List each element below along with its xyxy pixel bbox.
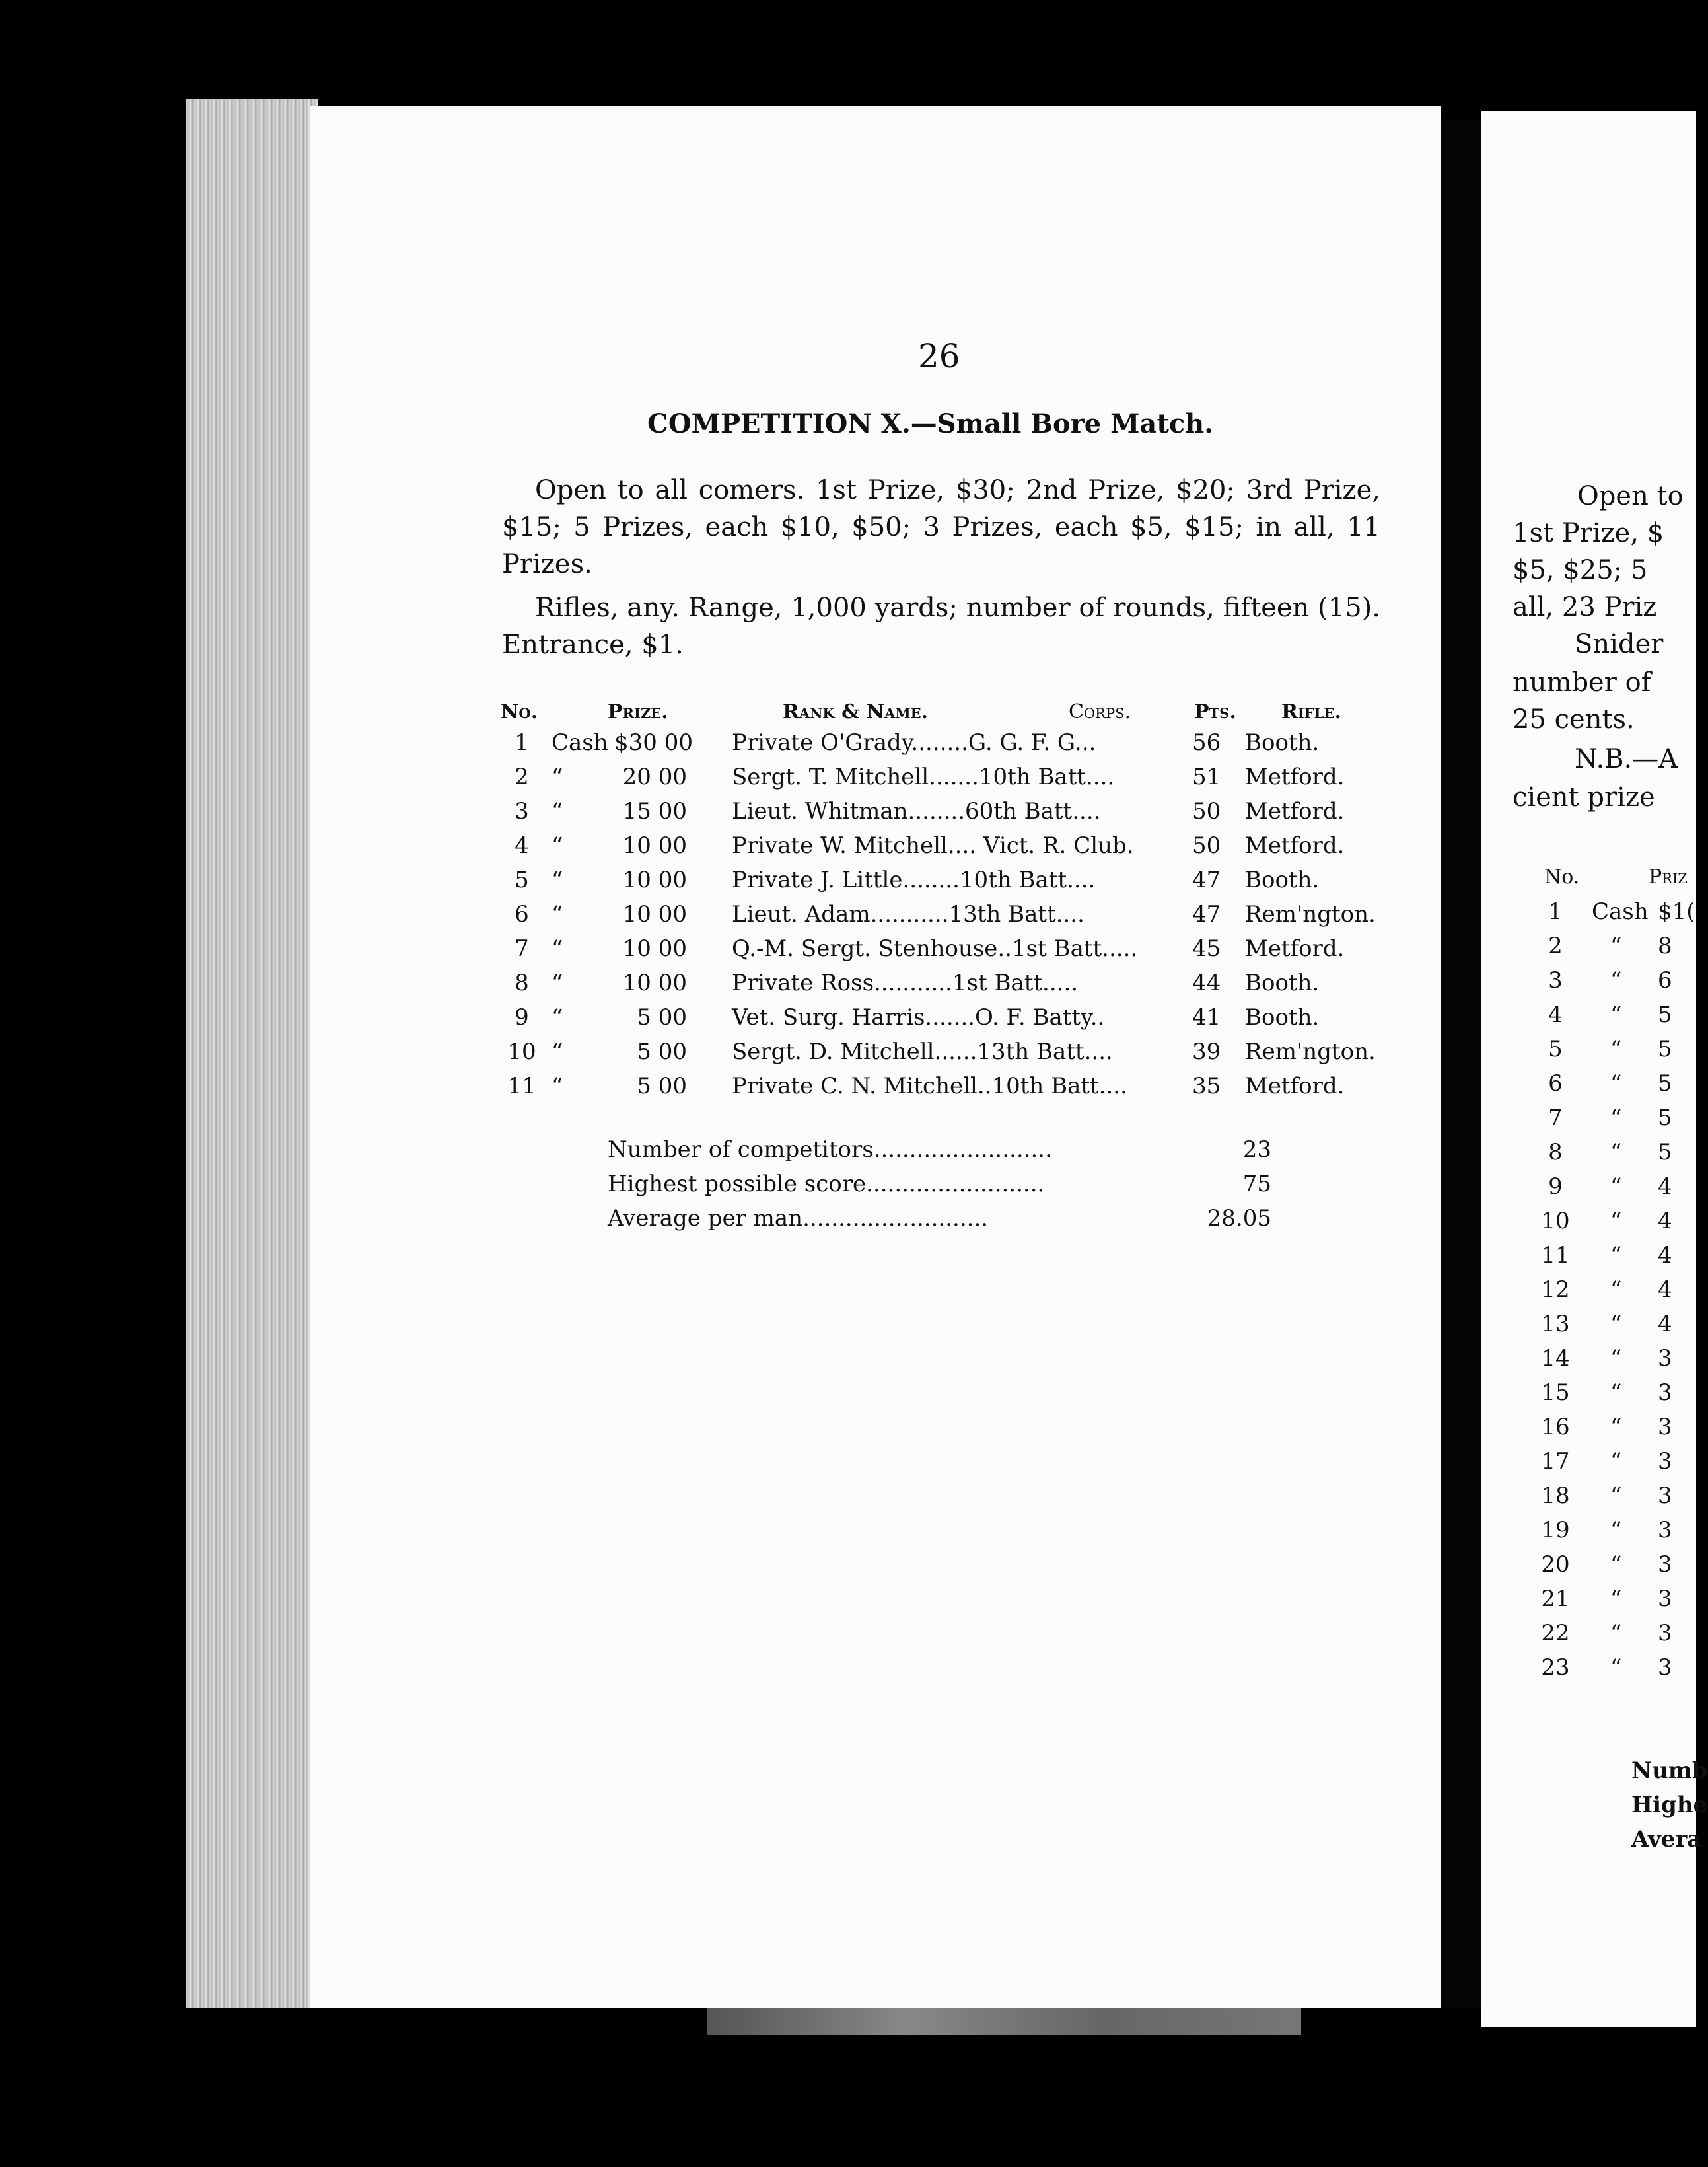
right-row-prize: 3 — [1658, 1620, 1672, 1646]
cell-cash: “ — [552, 1073, 563, 1099]
cell-pts: 47 — [1192, 867, 1221, 893]
header-corps: Corps. — [1069, 700, 1131, 723]
cell-no: 2 — [515, 764, 529, 790]
right-row-no: 21 — [1541, 1586, 1570, 1612]
cell-pts: 45 — [1192, 936, 1221, 962]
right-row-prize: 5 — [1658, 1139, 1672, 1165]
right-row-no: 1 — [1548, 899, 1563, 925]
right-header-prize: Priz — [1649, 865, 1688, 889]
right-page-text-line: Open to — [1577, 481, 1684, 511]
right-row-cash: “ — [1610, 1105, 1622, 1131]
right-row-cash: “ — [1610, 967, 1622, 994]
cell-rifle: Metford. — [1245, 936, 1345, 962]
cell-pts: 41 — [1192, 1004, 1221, 1031]
cell-no: 7 — [515, 936, 529, 962]
cell-prize: 20 00 — [622, 764, 687, 790]
cell-cash: “ — [552, 1039, 563, 1065]
right-row-no: 9 — [1548, 1173, 1563, 1200]
table-row — [502, 729, 1394, 764]
eligibility-paragraph: Open to all comers. 1st Prize, $30; 2nd Prize, $20; 3rd Prize, $15; 5 Prizes, each $10, $50; 3 Prizes, each $5, $15; in all, 11 Prizes. — [502, 475, 1380, 579]
table-row — [502, 1004, 1394, 1039]
right-row-prize: 3 — [1658, 1345, 1672, 1372]
table-row — [502, 798, 1394, 832]
cell-no: 8 — [515, 970, 529, 996]
right-row-prize: 3 — [1658, 1448, 1672, 1475]
right-row-prize: 6 — [1658, 967, 1672, 994]
cell-pts: 50 — [1192, 832, 1221, 859]
right-row-no: 7 — [1548, 1105, 1563, 1131]
cell-prize: 5 00 — [637, 1004, 687, 1031]
cell-pts: 51 — [1192, 764, 1221, 790]
cell-no: 1 — [515, 729, 529, 756]
right-row-cash: “ — [1610, 1448, 1622, 1475]
cell-prize: 5 00 — [637, 1073, 687, 1099]
cell-prize: 10 00 — [622, 970, 687, 996]
right-page-text-line: $5, $25; 5 — [1512, 555, 1648, 585]
right-page-text-line: cient prize — [1512, 782, 1655, 813]
header-pts: Pts. — [1194, 700, 1236, 723]
right-row-prize: 3 — [1658, 1483, 1672, 1509]
right-row-cash: “ — [1610, 1345, 1622, 1372]
cell-pts: 35 — [1192, 1073, 1221, 1099]
cell-rifle: Booth. — [1245, 1004, 1320, 1031]
right-row-no: 18 — [1541, 1483, 1570, 1509]
right-row-prize: 4 — [1658, 1276, 1672, 1303]
page-bottom-edge — [707, 2008, 1301, 2035]
cell-rifle: Metford. — [1245, 1073, 1345, 1099]
right-row-cash: “ — [1610, 1379, 1622, 1406]
cell-rifle: Metford. — [1245, 764, 1345, 790]
right-row-no: 5 — [1548, 1036, 1563, 1062]
right-row-cash: “ — [1610, 1414, 1622, 1440]
right-row-no: 10 — [1541, 1208, 1570, 1234]
cell-rifle: Metford. — [1245, 798, 1345, 825]
right-row-cash: “ — [1610, 1517, 1622, 1543]
right-page-text-line: Snider — [1575, 629, 1664, 659]
right-row-no: 23 — [1541, 1654, 1570, 1681]
right-stat-label: Numb — [1631, 1757, 1708, 1784]
right-row-prize: 4 — [1658, 1208, 1672, 1234]
right-row-no: 11 — [1541, 1242, 1570, 1268]
stat-value-highest-score: 75 — [1242, 1171, 1271, 1197]
cell-prize: 5 00 — [637, 1039, 687, 1065]
right-row-cash: “ — [1610, 1139, 1622, 1165]
table-row — [502, 832, 1394, 867]
page-edge — [186, 99, 318, 2008]
stat-value-competitors: 23 — [1242, 1136, 1271, 1163]
right-row-cash: “ — [1610, 1242, 1622, 1268]
right-row-prize: 3 — [1658, 1517, 1672, 1543]
cell-no: 4 — [515, 832, 529, 859]
cell-cash: “ — [552, 832, 563, 859]
right-row-no: 20 — [1541, 1551, 1570, 1578]
right-row-cash: Cash — [1592, 899, 1649, 925]
right-row-no: 2 — [1548, 933, 1563, 959]
right-row-no: 15 — [1541, 1379, 1570, 1406]
right-row-no: 17 — [1541, 1448, 1570, 1475]
cell-rifle: Rem'ngton. — [1245, 901, 1376, 928]
right-row-cash: “ — [1610, 1036, 1622, 1062]
right-row-cash: “ — [1610, 933, 1622, 959]
right-row-cash: “ — [1610, 1551, 1622, 1578]
cell-rifle: Booth. — [1245, 729, 1320, 756]
cell-name: Lieut. Adam...........13th Batt.... — [732, 901, 1085, 928]
cell-name: Private C. N. Mitchell..10th Batt.... — [732, 1073, 1127, 1099]
header-name: Rank & Name. — [783, 700, 929, 723]
cell-pts: 47 — [1192, 901, 1221, 928]
stat-value-average: 28.05 — [1207, 1205, 1271, 1231]
table-row — [502, 970, 1394, 1004]
cell-cash: Cash — [552, 729, 608, 756]
right-row-prize: 5 — [1658, 1002, 1672, 1028]
right-row-prize: 4 — [1658, 1242, 1672, 1268]
right-page-text-line: N.B.—A — [1575, 744, 1678, 774]
cell-name: Private W. Mitchell.... Vict. R. Club. — [732, 832, 1134, 859]
right-row-prize: 3 — [1658, 1551, 1672, 1578]
right-stat-label: Highe — [1631, 1792, 1708, 1818]
cell-name: Sergt. T. Mitchell.......10th Batt.... — [732, 764, 1115, 790]
header-no: No. — [501, 700, 538, 723]
cell-prize: 10 00 — [622, 832, 687, 859]
cell-prize: $30 00 — [614, 729, 693, 756]
right-row-no: 8 — [1548, 1139, 1563, 1165]
cell-name: Private J. Little........10th Batt.... — [732, 867, 1096, 893]
right-row-no: 3 — [1548, 967, 1563, 994]
cell-name: Private O'Grady........G. G. F. G... — [732, 729, 1096, 756]
cell-no: 6 — [515, 901, 529, 928]
competition-title: COMPETITION X.—Small Bore Match. — [647, 408, 1214, 439]
right-row-cash: “ — [1610, 1311, 1622, 1337]
right-row-no: 4 — [1548, 1002, 1563, 1028]
cell-cash: “ — [552, 867, 563, 893]
right-row-no: 22 — [1541, 1620, 1570, 1646]
rules-paragraph: Rifles, any. Range, 1,000 yards; number of rounds, fifteen (15). Entrance, $1. — [502, 593, 1380, 660]
cell-pts: 39 — [1192, 1039, 1221, 1065]
right-row-no: 12 — [1541, 1276, 1570, 1303]
right-row-cash: “ — [1610, 1002, 1622, 1028]
right-page-text-line: 1st Prize, $ — [1512, 518, 1664, 548]
header-prize: Prize. — [608, 700, 668, 723]
right-row-prize: 5 — [1658, 1070, 1672, 1097]
cell-rifle: Booth. — [1245, 867, 1320, 893]
right-row-no: 16 — [1541, 1414, 1570, 1440]
cell-cash: “ — [552, 798, 563, 825]
right-page-text-line: 25 cents. — [1512, 704, 1635, 735]
right-row-prize: 4 — [1658, 1311, 1672, 1337]
cell-rifle: Booth. — [1245, 970, 1320, 996]
right-row-cash: “ — [1610, 1070, 1622, 1097]
cell-pts: 56 — [1192, 729, 1221, 756]
cell-rifle: Metford. — [1245, 832, 1345, 859]
cell-prize: 10 00 — [622, 867, 687, 893]
right-header-no: No. — [1544, 865, 1580, 889]
right-row-cash: “ — [1610, 1208, 1622, 1234]
right-row-prize: 3 — [1658, 1654, 1672, 1681]
right-row-no: 19 — [1541, 1517, 1570, 1543]
cell-rifle: Rem'ngton. — [1245, 1039, 1376, 1065]
cell-pts: 50 — [1192, 798, 1221, 825]
cell-name: Vet. Surg. Harris.......O. F. Batty.. — [732, 1004, 1105, 1031]
book-spine — [1441, 119, 1481, 2008]
right-stat-label: Avera — [1631, 1826, 1702, 1853]
table-row — [502, 764, 1394, 798]
right-page-text-line: all, 23 Priz — [1512, 592, 1657, 622]
cell-cash: “ — [552, 936, 563, 962]
stat-label-competitors: Number of competitors......................... — [608, 1136, 1052, 1163]
table-row — [502, 1039, 1394, 1073]
right-row-cash: “ — [1610, 1276, 1622, 1303]
cell-no: 11 — [507, 1073, 536, 1099]
table-row — [502, 901, 1394, 936]
cell-cash: “ — [552, 764, 563, 790]
stat-label-highest-score: Highest possible score......................... — [608, 1171, 1045, 1197]
right-page — [1481, 111, 1696, 2027]
right-row-no: 14 — [1541, 1345, 1570, 1372]
cell-no: 3 — [515, 798, 529, 825]
cell-no: 10 — [507, 1039, 536, 1065]
cell-cash: “ — [552, 901, 563, 928]
right-row-cash: “ — [1610, 1654, 1622, 1681]
cell-pts: 44 — [1192, 970, 1221, 996]
cell-prize: 10 00 — [622, 901, 687, 928]
cell-prize: 15 00 — [622, 798, 687, 825]
right-row-prize: 3 — [1658, 1379, 1672, 1406]
right-row-prize: 5 — [1658, 1105, 1672, 1131]
right-row-prize: 3 — [1658, 1586, 1672, 1612]
right-row-prize: 3 — [1658, 1414, 1672, 1440]
right-row-prize: 8 — [1658, 933, 1672, 959]
right-row-cash: “ — [1610, 1483, 1622, 1509]
right-row-cash: “ — [1610, 1173, 1622, 1200]
stat-label-average: Average per man.......................... — [608, 1205, 989, 1231]
page-number: 26 — [918, 337, 960, 375]
cell-cash: “ — [552, 1004, 563, 1031]
cell-prize: 10 00 — [622, 936, 687, 962]
table-row — [502, 1073, 1394, 1107]
cell-no: 9 — [515, 1004, 529, 1031]
right-page-text-line: number of — [1512, 667, 1651, 698]
cell-name: Private Ross...........1st Batt..... — [732, 970, 1079, 996]
right-row-cash: “ — [1610, 1620, 1622, 1646]
right-row-no: 6 — [1548, 1070, 1563, 1097]
cell-cash: “ — [552, 970, 563, 996]
right-row-prize: 5 — [1658, 1036, 1672, 1062]
cell-name: Q.-M. Sergt. Stenhouse..1st Batt..... — [732, 936, 1138, 962]
right-row-no: 13 — [1541, 1311, 1570, 1337]
table-row — [502, 936, 1394, 970]
cell-no: 5 — [515, 867, 529, 893]
cell-name: Sergt. D. Mitchell......13th Batt.... — [732, 1039, 1113, 1065]
right-row-prize: 4 — [1658, 1173, 1672, 1200]
right-row-prize: $1( — [1658, 899, 1695, 925]
table-row — [502, 867, 1394, 901]
header-rifle: Rifle. — [1281, 700, 1341, 723]
cell-name: Lieut. Whitman........60th Batt.... — [732, 798, 1101, 825]
right-row-cash: “ — [1610, 1586, 1622, 1612]
